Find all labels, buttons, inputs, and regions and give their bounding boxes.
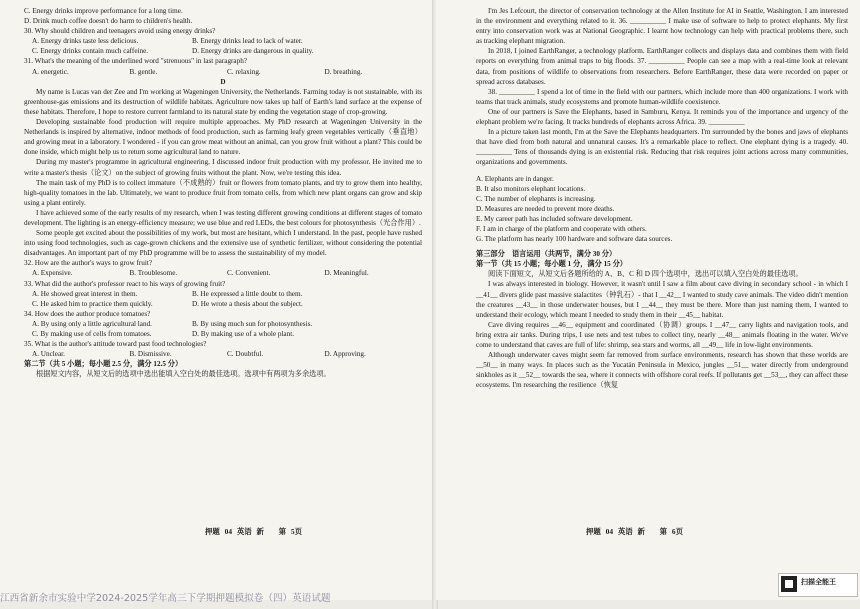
watermark-exam-title: 江西省新余市实验中学2024-2025学年高三下学期押题模拟卷（四）英语试题 [0,593,331,604]
section-1-heading: 第一节（共 15 小题；每小题 1 分，满分 15 分） [476,260,627,269]
q30-option-d: D. Energy drinks are dangerous in quality. [192,47,314,56]
question-35: 35. What is the author's attitude toward past food technologies? [24,340,207,349]
q30-option-c: C. Energy drinks contain much caffeine. [32,47,149,56]
q31-option-d: D. breathing. [324,67,363,76]
passage-paragraph: In a picture taken last month, I'm at the Save the Elephants headquarters. I'm surrounded by the bones and jaws of elephants that have died from both natural and unnatural causes. It's a remarkable place to reflect. One elephant dying is a tragedy. 40. __________ Tens of thousands dying is an existential risk. Reducing that risk requires joint actions across many communities, organizations and governments. [476,128,848,167]
q34-options-row2 [32,329,422,339]
q32-option-a: A. Expensive. [32,269,73,278]
passage-d-paragraph: The main task of my PhD is to collect immature（不成熟的）fruit or flowers from tomato plants, and try to grow them into healthy, high-quality tomatoes in the lab. Ultimately, we want to produce fruit from tomato cells, from which new plant organs can grow and skip using a plant entirely. [24,178,422,207]
q34-option-d: D. By making use of a whole plant. [192,330,295,338]
q35-option-a: A. Unclear. [32,350,65,359]
cloze-paragraph: Cave diving requires __46__ equipment and coordinated（协调）groups. I __47__ carry lights and navigation tools, and bring extra air tanks. During trips, I use nets and test tubes to collect tiny, nearly __48__ animals floating in the water. We've come to understand that caves are full of life: shrimp, sea stars and worms, all __49__ life in low-light environments. [476,320,848,349]
passage-paragraph: I'm Jes Lefcourt, the director of conservation technology at the Allen Institute for AI in Seattle, Washington. I am interested in the environment and everything related to it. 36. __________ I make use of software to help to protect elephants. My first entry into conservation work was at National Geographic. I learnt how technology can help with practical problems there, such as tracking elephant migration. [476,7,848,46]
q33-option-a: A. He showed great interest in them. [32,289,138,298]
right-page [436,0,860,600]
q34-option-c: C. By making use of cells from tomatoes. [32,330,152,338]
q33-options-row2 [32,299,422,309]
q31-option-b: B. gentle. [129,67,158,76]
passage-label: D [220,77,226,86]
page-footer-5: 押题 04 英语 新 第 5页 [205,527,302,536]
answer-option-b: B. It also monitors elephant locations. [476,184,586,193]
q30-options-row1 [32,36,422,46]
passage-d-paragraph: During my master's programme in agricultural engineering, I discussed indoor fruit production with my professor. He invited me to write a master's thesis（论文）on the subject of growing fruits without the plant. Now, we're testing this idea. [24,158,422,177]
section-2-instruction: 根据短文内容，从短文后的选项中选出能填入空白处的最佳选项。选项中有两项为多余选项。 [36,370,331,379]
answer-option-g: G. The platform has nearly 100 hardware and software data sources. [476,235,673,244]
q29-option-d: D. Drink much coffee doesn't do harm to children's health. [24,17,193,26]
question-33: 33. What did the author's professor react to his ways of growing fruit? [24,279,226,288]
q35-options [32,349,422,359]
qr-code-icon [781,576,797,592]
right-column [476,6,848,390]
q34-option-b: B. By using much sun for photosynthesis. [192,319,313,328]
question-31: 31. What's the meaning of the underlined word "strenuous" in last paragraph? [24,57,247,66]
cloze-paragraph: I was always interested in biology. However, it wasn't until I saw a film about cave diving in secondary school - in which I __41__ divers glide past massive stalactites（钟乳石）- that I __42__ I wanted to study cave animals. The video didn't mention the creatures __43__ in those underwater houses, but I __44__ they must be there. More than just naming them, I wanted to understand their ecology, which meant I needed to study them in their __45__ habitat. [476,280,848,319]
q33-options-row1 [32,289,422,299]
cloze-paragraph: Although underwater caves might seem far removed from surface environments, research has shown that these worlds are __50__ in many ways. In places such as the Yucatán Peninsula in Mexico, jungles __51__ water directly from underground sinkholes as it __52__ towards the sea, where it connects with offshore coral reefs. If pollutants get __53__, they can affect these ecosystems. I'm researching the resilience（恢复 [476,351,848,390]
answer-option-f: F. I am in charge of the platform and cooperate with others. [476,224,647,233]
answer-option-c: C. The number of elephants is increasing. [476,194,596,203]
q31-options [32,67,422,77]
passage-d-paragraph: I have achieved some of the early results of my research, when I was testing different growing conditions at different stages of tomato development. The lighting is an energy-efficiency measure; we use blue and red LEDs, the best colours for photosynthesis（光合作用）. [24,208,422,227]
scanner-badge [778,573,858,597]
q30-option-a: A. Energy drinks taste less delicious. [32,37,139,46]
answer-option-e: E. My career path has included software development. [476,214,633,223]
q32-options [32,268,422,278]
passage-paragraph: In 2018, I joined EarthRanger, a technology platform. EarthRanger collects and displays data and combines them with field reports on everything from animal traps to big floods. 37. __________ People can see a map with a real-time look at relevant data, from positions of wildlife to observations from researchers. Before EarthRanger, these data were recorded on paper or spread across databases. [476,47,848,86]
q30-options-row2 [32,46,422,56]
q31-option-a: A. energetic. [32,67,69,76]
answer-option-d: D. Measures are needed to prevent more deaths. [476,204,615,213]
q35-option-c: C. Doubtful. [227,350,264,359]
q34-option-a: A. By using only a little agricultural land. [32,319,152,328]
q33-option-b: B. He expressed a little doubt to them. [192,289,303,298]
question-32: 32. How are the author's ways to grow fruit? [24,259,153,268]
passage-paragraph: One of our partners is Save the Elephants, based in Samburu, Kenya. It reminds you of the importance and urgency of the elephant problem we're facing. It tracks hundreds of elephants across Africa. 39. __________ [476,107,848,127]
passage-paragraph: 38. __________ I spend a lot of time in the field with our partners, which include more than 400 organizations. I work with teams that track animals, study ecosystems and promote human-wildlife coexistence. [476,87,848,106]
q34-options-row1 [32,319,422,329]
left-column [24,6,422,379]
section-1-instruction: 阅读下面短文，从短文后各题所给的 A、B、C 和 D 四个选项中，选出可以填入空白处的最佳选项。 [488,270,803,279]
q35-option-b: B. Dismissive. [129,350,172,359]
q31-option-c: C. relaxing. [227,67,261,76]
left-page [0,0,434,600]
question-34: 34. How does the author produce tomatoes? [24,309,151,318]
page-footer-6: 押题 04 英语 新 第 6页 [586,527,683,536]
answer-option-a: A. Elephants are in danger. [476,174,554,183]
q35-option-d: D. Approving. [324,350,366,359]
scanner-badge-title: 扫描全能王 [801,578,836,586]
q33-option-d: D. He wrote a thesis about the subject. [192,299,303,308]
question-30: 30. Why should children and teenagers avoid using energy drinks? [24,27,216,36]
section-2-heading: 第二节（共 5 小题；每小题 2.5 分，满分 12.5 分） [24,360,183,369]
q30-option-b: B. Energy drinks lead to lack of water. [192,37,303,46]
q32-option-d: D. Meaningful. [324,269,369,278]
passage-d-paragraph: My name is Lucas van der Zee and I'm working at Wageningen University, the Netherlands. Farming today is not sustainable, with its greenhouse-gas emissions and its destruction of wildlife habitats. Agriculture now takes up half of Earth's land surface at the expense of these habitats. Therefore, I hope to restore current farmland to its natural state by ending the vegetation stage of crop-growing. [24,87,422,116]
part-3-heading: 第三部分 语言运用（共两节，满分 30 分） [476,250,617,259]
q32-option-b: B. Troublesome. [129,269,178,278]
q32-option-c: C. Convenient. [227,269,271,278]
q29-option-c: C. Energy drinks improve performance for a long time. [24,7,183,15]
passage-d-paragraph: Some people get excited about the possibilities of my work, but most are hesitant, which I understand. In the past, people have rushed into using food technologies, such as cage-grown chickens and the extensive use of synthetic fertilizer, without considering the potential disadvantages. An important part of my PhD programme will be to assess the sustainability of my model. [24,229,422,258]
q33-option-c: C. He asked him to practice them quickly. [32,299,153,308]
passage-d-paragraph: Developing sustainable food production will require multiple approaches. My PhD research at Wageningen University in the Netherlands is inspired by alternative, indoor methods of food production, such as farming leafy green vegetables vertically（垂直地）and growing meat in a laboratory. I wondered - if you can grow meat without an animal, can you grow fruit without a plant? This could be done inside, which might help us to return some agricultural land to nature. [24,118,422,157]
